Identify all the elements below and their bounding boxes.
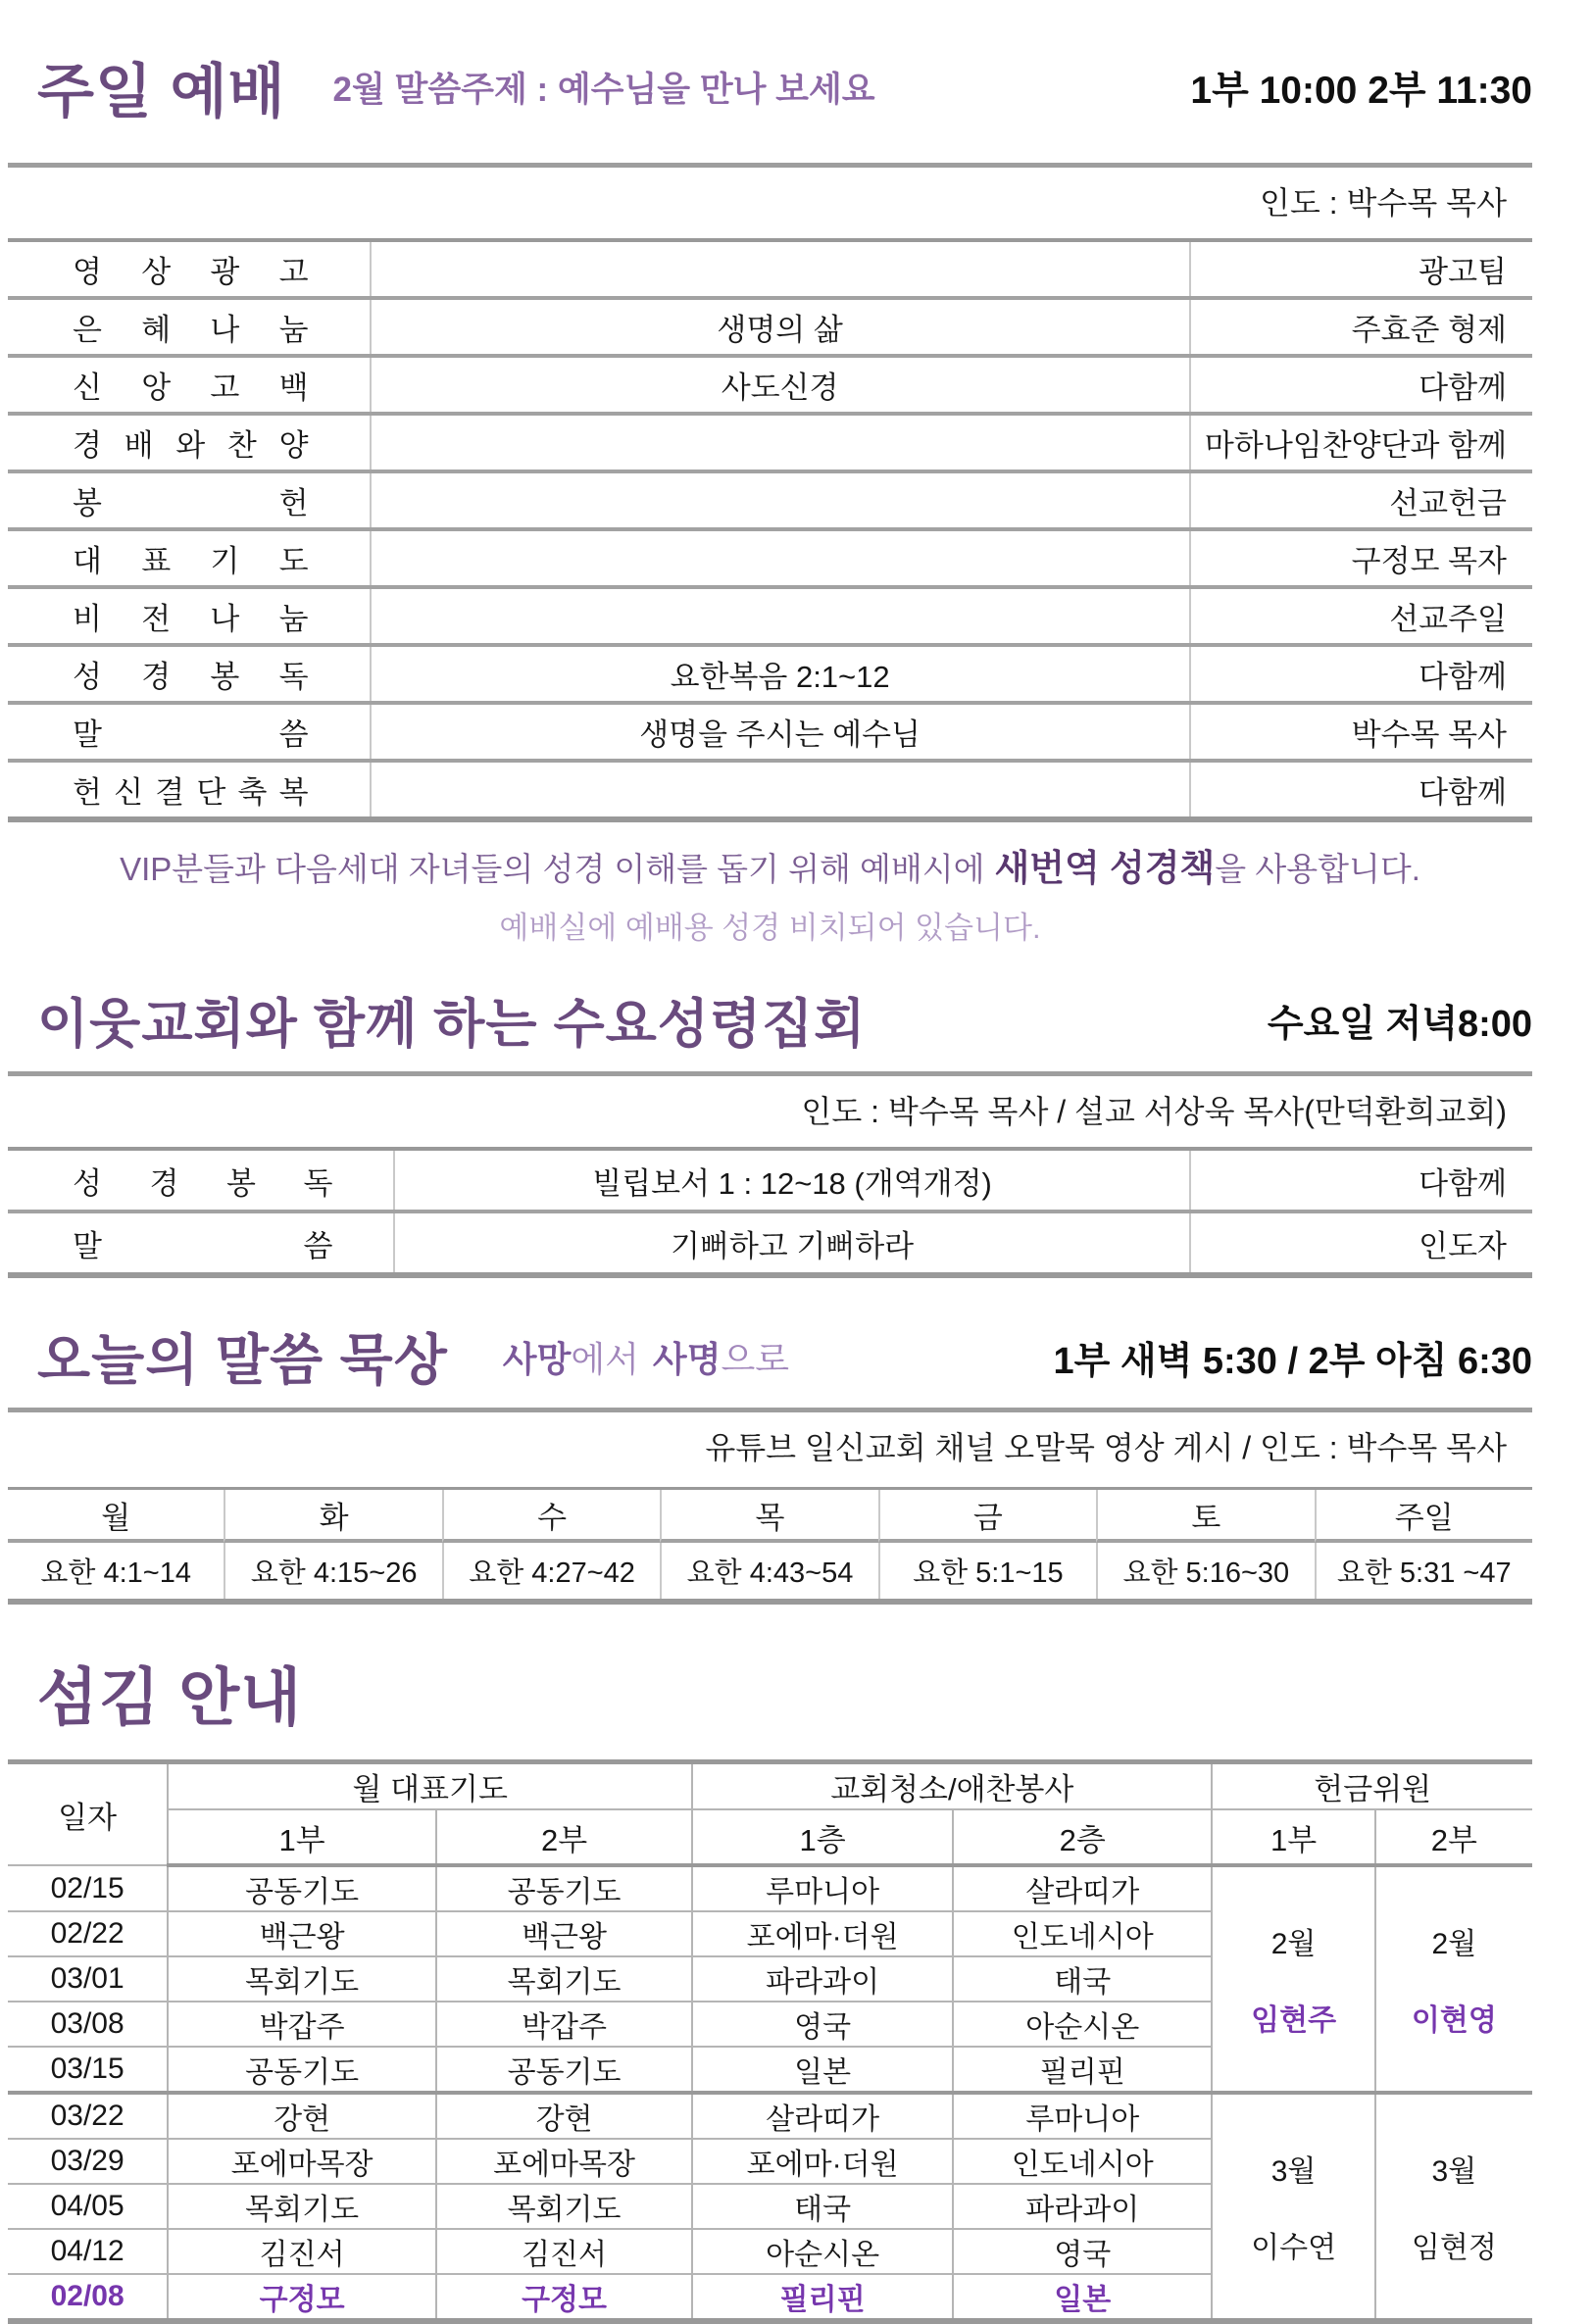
sub-header-part2: 2부 [436, 1809, 692, 1865]
sunday-service-times: 1부 10:00 2부 11:30 [1190, 70, 1532, 112]
order-item-content: 사도신경 [370, 358, 1191, 412]
order-item-content: 생명을 주시는 예수님 [370, 705, 1191, 759]
order-item-label: 헌 신 결 단 축 복 [73, 775, 309, 810]
offering2-group-cell [1375, 1865, 1532, 2093]
order-item-content: 요한복음 2:1~12 [370, 647, 1191, 701]
meditation-header [8, 1317, 1532, 1396]
offering-name: 임현주 [1251, 2004, 1337, 2037]
section-title-sunday-worship: 주일 예배 [37, 59, 286, 124]
prayer1-cell: 목회기도 [168, 2184, 436, 2229]
worship-order-row [8, 763, 1532, 816]
offering-month: 2월 [1270, 1928, 1317, 1960]
weekday-header: 금 [878, 1490, 1096, 1543]
worship-order-row [8, 589, 1532, 647]
meditation-subtitle: 사망에서 사명으로 [502, 1338, 790, 1379]
prayer2-cell: 공동기도 [436, 2047, 692, 2093]
prayer1-cell: 포에마목장 [168, 2139, 436, 2184]
order-item-person: 다함께 [1419, 371, 1507, 405]
order-item-person: 다함께 [1419, 775, 1507, 810]
sub-header-offering1: 1부 [1212, 1809, 1374, 1865]
order-item-person: 선교헌금 [1389, 486, 1507, 520]
weekday-header: 목 [660, 1490, 877, 1543]
notice-text: 을 사용합니다. [1215, 851, 1420, 887]
order-item-label: 성 경 봉 독 [73, 1165, 333, 1201]
prayer2-cell: 목회기도 [436, 2184, 692, 2229]
reading-cell: 요한 4:15~26 [224, 1543, 441, 1599]
bible-translation-notice [8, 838, 1532, 891]
floor1-cell: 살라띠가 [692, 2093, 953, 2139]
order-item-label: 대 표 기 도 [73, 544, 309, 578]
worship-order-row [8, 416, 1532, 473]
service-schedule-table [8, 1759, 1532, 2324]
offering-name: 이수연 [1251, 2232, 1337, 2264]
order-item-person: 선교주일 [1389, 602, 1507, 636]
floor1-cell: 루마니아 [692, 1865, 953, 1911]
worship-order-row [8, 358, 1532, 416]
order-item-content: 생명의 삶 [370, 300, 1191, 354]
notice-text: VIP분들과 다음세대 자녀들의 성경 이해를 돕기 위해 예배시에 [120, 851, 985, 887]
floor2-cell: 루마니아 [953, 2093, 1212, 2139]
offering-name: 이현영 [1411, 2004, 1497, 2037]
worship-order-row [8, 473, 1532, 531]
prayer2-cell: 박갑주 [436, 2002, 692, 2047]
prayer2-cell: 강현 [436, 2093, 692, 2139]
monthly-word-topic: 2월 말씀주제 : 예수님을 만나 보세요 [332, 71, 875, 109]
offering-month: 2월 [1431, 1928, 1477, 1960]
service-row [8, 1865, 1532, 1911]
prayer2-cell: 공동기도 [436, 1865, 692, 1911]
floor1-cell: 파라과이 [692, 1956, 953, 2002]
order-item-person: 박수목 목사 [1351, 717, 1507, 752]
order-item-content: 빌립보서 1 : 12~18 (개역개정) [393, 1151, 1190, 1210]
meditation-note: 유튜브 일신교회 채널 오말묵 영상 게시 / 인도 : 박수목 목사 [705, 1430, 1507, 1465]
order-item-person: 광고팀 [1419, 255, 1507, 289]
floor1-cell: 포에마·더원 [692, 1911, 953, 1956]
bible-location-notice: 예배실에 예배용 성경 비치되어 있습니다. [499, 911, 1041, 945]
floor2-cell: 아순시온 [953, 2002, 1212, 2047]
col-header-monthly-prayer: 월 대표기도 [168, 1762, 692, 1810]
wednesday-order-table [8, 1147, 1532, 1278]
floor2-cell: 인도네시아 [953, 1911, 1212, 1956]
order-item-person: 다함께 [1419, 1165, 1507, 1201]
weekday-header-row [8, 1490, 1532, 1543]
col-header-date: 일자 [8, 1762, 168, 1866]
order-item-person: 구정모 목자 [1351, 544, 1507, 578]
weekday-header: 화 [224, 1490, 441, 1543]
weekday-header: 주일 [1315, 1490, 1532, 1543]
prayer2-cell: 목회기도 [436, 1956, 692, 2002]
section-title-service-guide: 섬김 안내 [37, 1662, 303, 1733]
section-title-wednesday-meeting: 이웃교회와 함께 하는 수요성령집회 [37, 995, 867, 1054]
order-item-label: 은 혜 나 눔 [73, 313, 309, 347]
prayer2-cell: 포에마목장 [436, 2139, 692, 2184]
floor1-cell: 포에마·더원 [692, 2139, 953, 2184]
prayer1-cell: 김진서 [168, 2229, 436, 2274]
date-cell: 03/15 [8, 2047, 168, 2093]
order-item-content [370, 531, 1191, 585]
order-item-label: 경 배 와 찬 양 [73, 428, 309, 463]
floor2-cell: 파라과이 [953, 2184, 1212, 2229]
floor1-cell: 태국 [692, 2184, 953, 2229]
order-item-content: 기뻐하고 기뻐하라 [393, 1213, 1190, 1272]
weekday-header: 수 [442, 1490, 660, 1543]
reading-row [8, 1543, 1532, 1599]
order-item-label: 성 경 봉 독 [73, 660, 309, 694]
weekday-header: 월 [8, 1490, 224, 1543]
sub-header-offering2: 2부 [1375, 1809, 1532, 1865]
wednesday-order-row [8, 1213, 1532, 1272]
prayer2-cell: 김진서 [436, 2229, 692, 2274]
order-item-content [370, 589, 1191, 643]
worship-leader: 인도 : 박수목 목사 [1260, 185, 1507, 221]
date-cell: 03/22 [8, 2093, 168, 2139]
prayer1-cell: 박갑주 [168, 2002, 436, 2047]
offering-month: 3월 [1431, 2155, 1477, 2188]
floor1-cell: 일본 [692, 2047, 953, 2093]
wednesday-order-row [8, 1151, 1532, 1213]
prayer1-cell: 구정모 [168, 2274, 436, 2321]
prayer1-cell: 공동기도 [168, 1865, 436, 1911]
group-header-row [8, 1762, 1532, 1810]
offering-name: 임현정 [1411, 2232, 1497, 2264]
date-cell: 04/12 [8, 2229, 168, 2274]
sub-header-floor1: 1층 [692, 1809, 953, 1865]
order-item-content [370, 763, 1191, 816]
prayer2-cell: 백근왕 [436, 1911, 692, 1956]
worship-order-row [8, 531, 1532, 589]
order-item-person: 주효준 형제 [1351, 313, 1507, 347]
order-item-label: 신 앙 고 백 [73, 371, 309, 405]
col-header-offering: 헌금위원 [1212, 1762, 1532, 1810]
order-item-person: 인도자 [1419, 1228, 1507, 1263]
meditation-times: 1부 새벽 5:30 / 2부 아침 6:30 [1053, 1340, 1532, 1382]
wednesday-meeting-header [8, 982, 1532, 1058]
service-row [8, 2093, 1532, 2139]
order-item-label: 비 전 나 눔 [73, 602, 309, 636]
section-title-meditation: 오늘의 말씀 묵상 [37, 1329, 448, 1391]
reading-cell: 요한 4:27~42 [442, 1543, 660, 1599]
floor2-cell: 필리핀 [953, 2047, 1212, 2093]
date-cell: 03/29 [8, 2139, 168, 2184]
order-item-label: 봉 헌 [73, 486, 309, 520]
weekly-reading-table [8, 1487, 1532, 1605]
reading-cell: 요한 4:1~14 [40, 1558, 191, 1589]
floor2-cell: 영국 [953, 2229, 1212, 2274]
sub-header-row [8, 1809, 1532, 1865]
worship-order-row [8, 242, 1532, 300]
wednesday-leader: 인도 : 박수목 목사 / 설교 서상욱 목사(만덕환희교회) [801, 1094, 1507, 1129]
floor2-cell: 태국 [953, 1956, 1212, 2002]
worship-order-row [8, 300, 1532, 358]
weekday-header: 토 [1096, 1490, 1314, 1543]
date-cell: 02/08 [8, 2274, 168, 2321]
order-item-person: 다함께 [1419, 660, 1507, 694]
order-item-label: 말 씀 [73, 1228, 333, 1263]
offering1-group-cell [1212, 1865, 1374, 2093]
date-cell: 03/08 [8, 2002, 168, 2047]
prayer1-cell: 백근왕 [168, 1911, 436, 1956]
prayer1-cell: 공동기도 [168, 2047, 436, 2093]
offering2-group-cell [1375, 2093, 1532, 2321]
reading-cell: 요한 5:31 ~47 [1315, 1543, 1532, 1599]
worship-order-table [8, 238, 1532, 822]
date-cell: 03/01 [8, 1956, 168, 2002]
sub-header-part1: 1부 [168, 1809, 436, 1865]
prayer1-cell: 목회기도 [168, 1956, 436, 2002]
sub-header-floor2: 2층 [953, 1809, 1212, 1865]
notice-bold-text: 새번역 성경책 [994, 848, 1216, 888]
floor1-cell: 필리핀 [692, 2274, 953, 2321]
date-cell: 04/05 [8, 2184, 168, 2229]
worship-order-row [8, 647, 1532, 705]
floor2-cell: 인도네시아 [953, 2139, 1212, 2184]
wednesday-meeting-time: 수요일 저녁8:00 [1267, 1004, 1532, 1045]
offering-month: 3월 [1270, 2155, 1317, 2188]
order-item-person: 마하나임찬양단과 함께 [1204, 428, 1507, 463]
floor1-cell: 아순시온 [692, 2229, 953, 2274]
order-item-label: 말 씀 [73, 717, 309, 752]
prayer1-cell: 강현 [168, 2093, 436, 2139]
floor2-cell: 일본 [953, 2274, 1212, 2321]
order-item-content [370, 473, 1191, 527]
col-header-cleaning: 교회청소/애찬봉사 [692, 1762, 1212, 1810]
date-cell: 02/22 [8, 1911, 168, 1956]
sunday-worship-header [8, 33, 1532, 139]
worship-order-row [8, 705, 1532, 763]
reading-cell: 요한 5:1~15 [878, 1543, 1096, 1599]
offering1-group-cell [1212, 2093, 1374, 2321]
order-item-content [370, 242, 1191, 296]
floor2-cell: 살라띠가 [953, 1865, 1212, 1911]
order-item-label: 영 상 광 고 [73, 255, 309, 289]
date-cell: 02/15 [8, 1865, 168, 1911]
floor1-cell: 영국 [692, 2002, 953, 2047]
reading-cell: 요한 5:16~30 [1096, 1543, 1314, 1599]
prayer2-cell: 구정모 [436, 2274, 692, 2321]
reading-cell: 요한 4:43~54 [660, 1543, 877, 1599]
order-item-content [370, 416, 1191, 470]
